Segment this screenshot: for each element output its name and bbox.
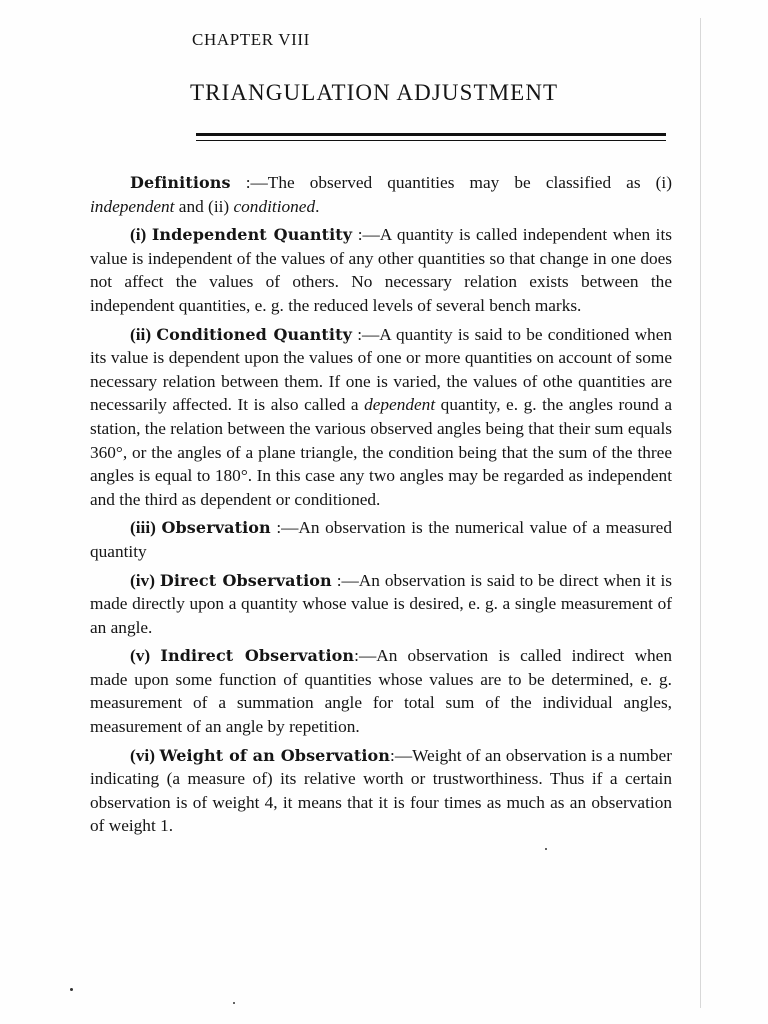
- title-rule-thin: [196, 140, 666, 141]
- scan-speck: [70, 988, 73, 991]
- term-definitions: Definitions: [130, 173, 231, 192]
- chapter-body: [90, 171, 672, 838]
- paragraph-weight-of-observation: [90, 744, 672, 838]
- item-number: (iii): [130, 518, 156, 538]
- independent-text: :—A quantity is called independent when its value is independent of the values of any other quantities so that change in one does not affect the values of others. No necessary relation exists between the independent quantities, e. g. the reduced levels of several bench marks.: [90, 225, 673, 315]
- item-number: (i): [130, 225, 147, 245]
- title-rule-thick: [196, 133, 666, 136]
- weight-text: :—Weight of an observation is a number indicating (a measure of) its relative worth or trustworthiness. Thus if a certain observation is of weight 4, it means that it is four times as much as an observation of weight 1.: [90, 745, 672, 836]
- item-number: (iv): [130, 570, 155, 590]
- conditioned-italic-dependent: dependent: [364, 395, 436, 415]
- item-number: (vi): [130, 745, 155, 765]
- item-number: (v): [130, 646, 151, 666]
- term-conditioned-quantity: Conditioned Quantity: [156, 324, 352, 344]
- definitions-text-c: .: [315, 196, 320, 216]
- direct-text: :—An observation is said to be direct when it is made directly upon a quantity whose value is desired, e. g. a single measurement of an angle.: [90, 570, 672, 637]
- scan-speck: [545, 848, 547, 850]
- paragraph-definitions: [90, 171, 672, 218]
- chapter-heading: CHAPTER VIII: [192, 30, 310, 49]
- chapter-title: TRIANGULATION ADJUSTMENT: [190, 80, 559, 105]
- paragraph-independent-quantity: [90, 223, 672, 317]
- definitions-italic-independent: independent: [90, 196, 175, 216]
- term-independent-quantity: Independent Quantity: [151, 225, 353, 245]
- conditioned-text-a: :—A quantity is said to be conditioned when its value is dependent upon the values of one or more quantities on account of some necessary relation between them. If one is varied, the values of othe quantities are necessarily affected. It is also called a: [90, 324, 673, 415]
- observation-text: :—An observation is the numerical value of a measured quantity: [90, 518, 672, 561]
- term-weight-of-observation: Weight of an Observation: [159, 745, 391, 765]
- page-edge: [700, 18, 701, 1008]
- paragraph-conditioned-quantity: [90, 323, 672, 512]
- scan-speck: [233, 1002, 235, 1004]
- paragraph-direct-observation: [90, 569, 672, 640]
- term-direct-observation: Direct Observation: [159, 570, 332, 590]
- term-observation: Observation: [161, 518, 271, 538]
- indirect-text: :—An observation is called indirect when made upon some function of quantities whose values are to be determined, e. g. measurement of a summation angle for total sum of the individual angles, measurement of an angle by repetition.: [90, 646, 672, 737]
- definitions-text-a: :—The observed quantities may be classified as (i): [230, 173, 672, 192]
- paragraph-indirect-observation: [90, 644, 672, 738]
- conditioned-text-b: quantity, e. g. the angles round a station, the relation between the various observed angles being that their sum equals 360°, or the angles of a plane triangle, the condition being that the sum of the three angles is equal to 180°. In this case any two angles may be regarded as independent and the third as dependent or conditioned.: [90, 395, 673, 509]
- item-number: (ii): [130, 324, 152, 344]
- term-indirect-observation: Indirect Observation: [160, 646, 355, 666]
- definitions-italic-conditioned: conditioned: [233, 196, 316, 216]
- paragraph-observation: [90, 516, 672, 563]
- definitions-text-b: and (ii): [174, 196, 234, 216]
